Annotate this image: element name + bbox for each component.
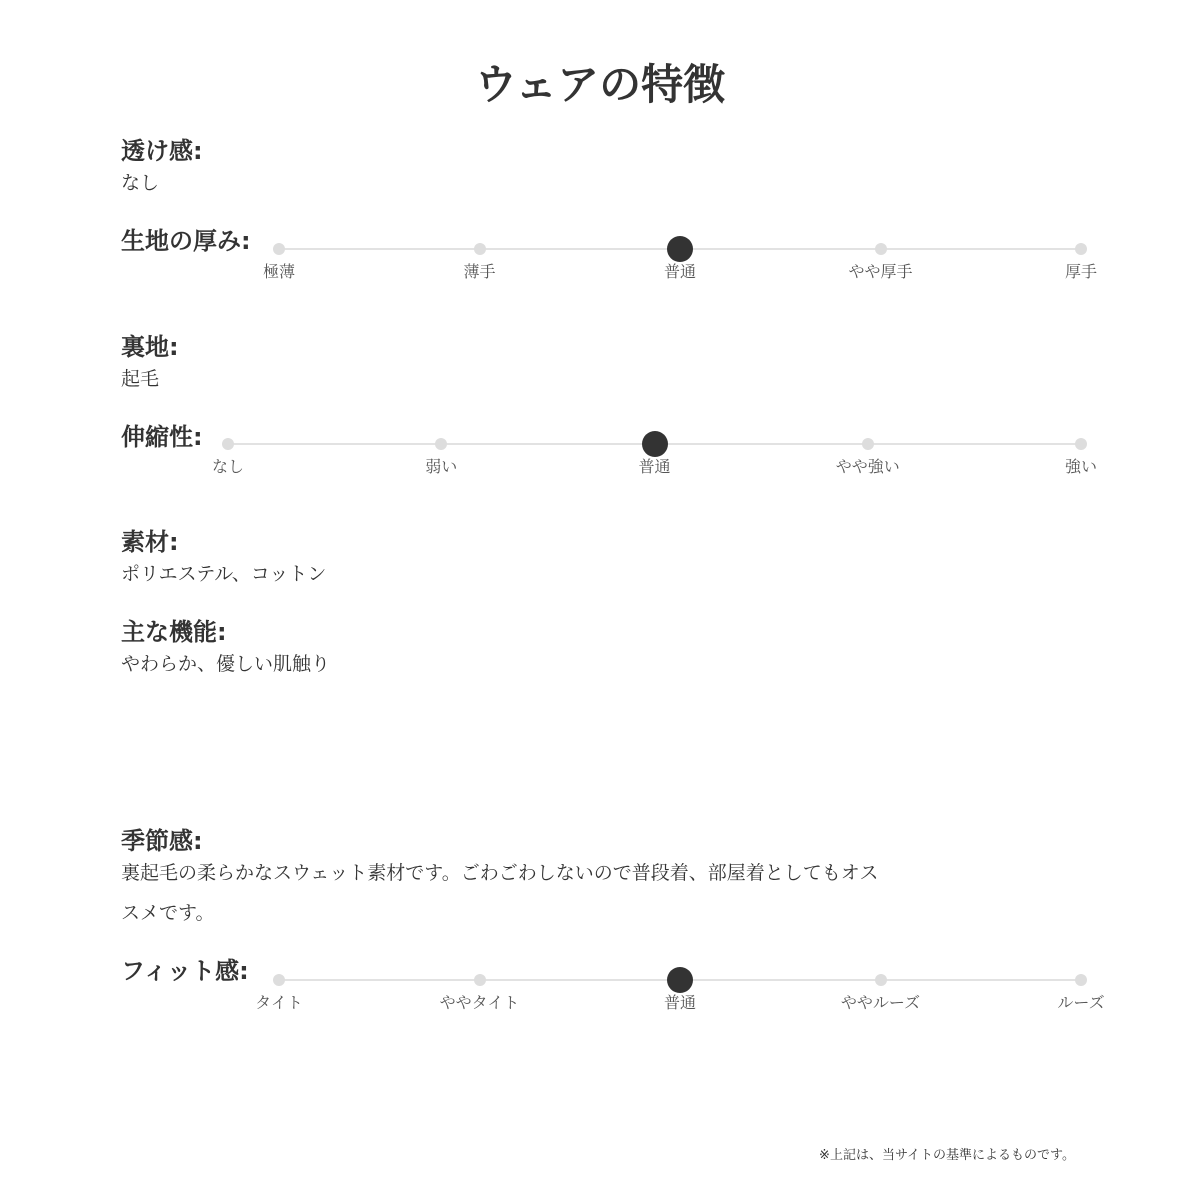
thickness-tick: 薄手 (463, 262, 496, 281)
transparency-value: なし (121, 172, 160, 194)
fit-dot (667, 967, 693, 993)
stretch-tick: 弱い (425, 457, 458, 476)
page-title: ウェアの特徴 (474, 60, 726, 109)
thickness-dot (273, 243, 285, 255)
thickness-label: 生地の厚み: (121, 227, 251, 255)
transparency-label: 透け感: (121, 137, 203, 165)
stretch-tick: やや強い (835, 457, 900, 476)
functions-label: 主な機能: (121, 618, 227, 646)
fit-tick: タイト (255, 993, 303, 1012)
fit-dot (875, 974, 887, 986)
season-label: 季節感: (121, 827, 203, 855)
stretch-scale (211, 435, 1097, 495)
fit-scale (255, 971, 1105, 1031)
fit-tick: ルーズ (1057, 993, 1105, 1012)
stretch-dot (862, 438, 874, 450)
stretch-label: 伸縮性: (121, 423, 203, 451)
thickness-dot (474, 243, 486, 255)
fit-tick: 普通 (663, 993, 696, 1012)
stretch-tick: 強い (1064, 457, 1097, 476)
lining-value: 起毛 (121, 368, 160, 390)
stretch-dot (435, 438, 447, 450)
season-value: 裏起毛の柔らかなスウェット素材です。ごわごわしないので普段着、部屋着としてもオススメです。 (121, 862, 879, 924)
thickness-scale (262, 240, 1097, 300)
stretch-dot (222, 438, 234, 450)
functions-value: やわらか、優しい肌触り (121, 653, 331, 675)
thickness-tick: 極薄 (262, 262, 295, 281)
stretch-tick: なし (211, 457, 244, 476)
fit-dot (1075, 974, 1087, 986)
stretch-tick: 普通 (638, 457, 671, 476)
thickness-dot (875, 243, 887, 255)
thickness-dot (667, 236, 693, 262)
fit-tick: ややルーズ (840, 993, 921, 1012)
thickness-tick: 厚手 (1064, 262, 1097, 281)
fit-dot (273, 974, 285, 986)
thickness-tick: やや厚手 (848, 262, 913, 281)
material-label: 素材: (121, 528, 179, 556)
stretch-dot (1075, 438, 1087, 450)
thickness-dot (1075, 243, 1087, 255)
material-value: ポリエステル、コットン (121, 563, 327, 585)
fit-label: フィット感: (121, 957, 249, 985)
stretch-dot (642, 431, 668, 457)
lining-label: 裏地: (121, 333, 179, 361)
fit-dot (474, 974, 486, 986)
thickness-tick: 普通 (663, 262, 696, 281)
fit-tick: ややタイト (439, 993, 520, 1012)
footnote: ※上記は、当サイトの基準によるものです。 (819, 1148, 1075, 1163)
